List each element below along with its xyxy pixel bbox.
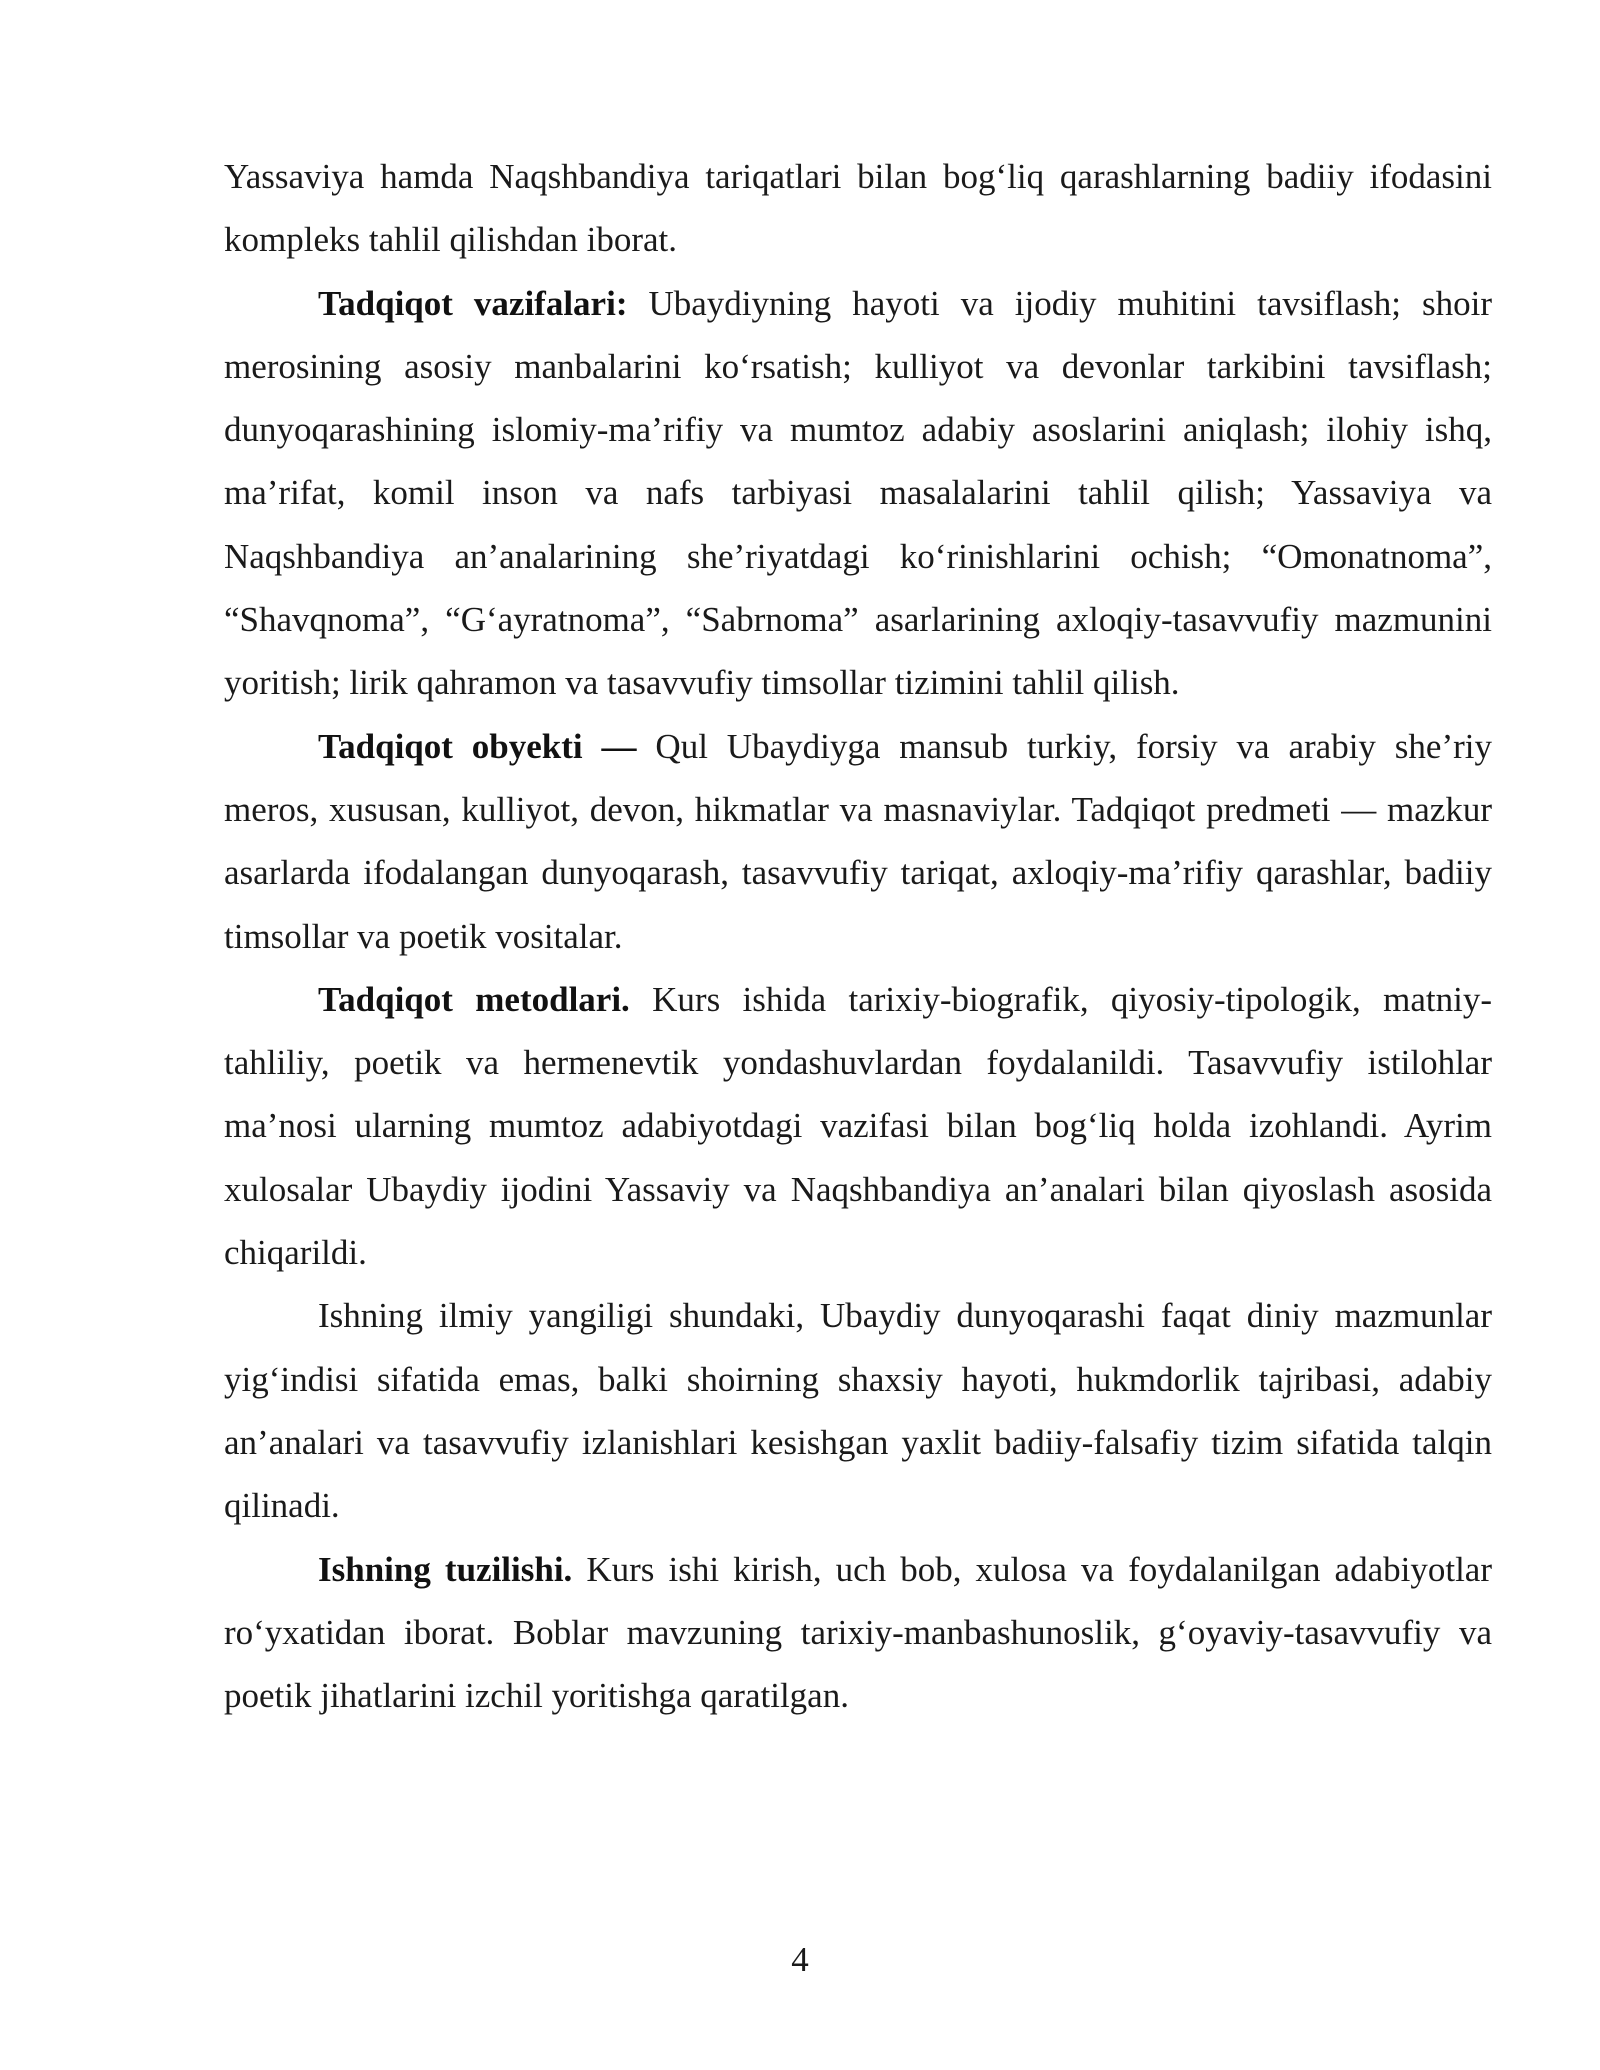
- paragraph-research-tasks: [224, 272, 1492, 715]
- paragraph-heading: Ishning tuzilishi.: [318, 1549, 573, 1589]
- body-text: [224, 145, 1492, 1727]
- paragraph-text: Kurs ishi kirish, uch bob, xulosa va foydalanilgan adabiyotlar ro‘yxatidan iborat. Boblar mavzuning tarixiy-manbashunoslik, g‘oyaviy-tasavvufiy va poetik jihatlarini izchil yoritishga qaratilgan.: [224, 1549, 1492, 1716]
- paragraph-research-object: [224, 715, 1492, 968]
- paragraph-heading: Tadqiqot metodlari.: [318, 979, 630, 1019]
- page-number: 4: [791, 1940, 809, 1979]
- paragraph-aim-continuation: [224, 145, 1492, 272]
- paragraph-text: Ubaydiyning hayoti va ijodiy muhitini tavsiflash; shoir merosining asosiy manbalarini ko‘rsatish; kulliyot va devonlar tarkibini tavsiflash; dunyoqarashining islomiy-ma’rifiy va mumtoz adabiy asoslarini aniqlash; ilohiy ishq, ma’rifat, komil inson va nafs tarbiyasi masalalarini tahlil qilish; Yassaviya va Naqshbandiya an’analarining she’riyatdagi ko‘rinishlarini ochish; “Omonatnoma”, “Shavqnoma”, “G‘ayratnoma”, “Sabrnoma” asarlarining axloqiy-tasavvufiy mazmunini yoritish; lirik qahramon va tasavvufiy timsollar tizimini tahlil qilish.: [224, 283, 1492, 703]
- paragraph-text: Yassaviya hamda Naqshbandiya tariqatlari bilan bog‘liq qarashlarning badiiy ifodasini kompleks tahlil qilishdan iborat.: [224, 157, 1492, 260]
- paragraph-text: Kurs ishida tarixiy-biografik, qiyosiy-tipologik, matniy-tahliliy, poetik va hermenevtik yondashuvlardan foydalanildi. Tasavvufiy istilohlar ma’nosi ularning mumtoz adabiyotdagi vazifasi bilan bog‘liq holda izohlandi. Ayrim xulosalar Ubaydiy ijodini Yassaviy va Naqshbandiya an’analari bilan qiyoslash asosida chiqarildi.: [224, 979, 1493, 1273]
- paragraph-research-methods: [224, 968, 1492, 1284]
- paragraph-heading: Tadqiqot obyekti —: [318, 726, 637, 766]
- paragraph-text: Qul Ubaydiyga mansub turkiy, forsiy va arabiy she’riy meros, xususan, kulliyot, devon, hikmatlar va masnaviylar. Tadqiqot predmeti — mazkur asarlarda ifodalangan dunyoqarash, tasavvufiy tariqat, axloqiy-ma’rifiy qarashlar, badiiy timsollar va poetik vositalar.: [224, 726, 1492, 956]
- paragraph-text: Ishning ilmiy yangiligi shundaki, Ubaydiy dunyoqarashi faqat diniy mazmunlar yig‘indisi sifatida emas, balki shoirning shaxsiy hayoti, hukmdorlik tajribasi, adabiy an’analari va tasavvufiy izlanishlari kesishgan yaxlit badiiy-falsafiy tizim sifatida talqin qilinadi.: [224, 1296, 1492, 1526]
- paragraph-heading: Tadqiqot vazifalari:: [318, 283, 628, 323]
- paragraph-scientific-novelty: [224, 1284, 1492, 1537]
- paragraph-work-structure: [224, 1538, 1492, 1728]
